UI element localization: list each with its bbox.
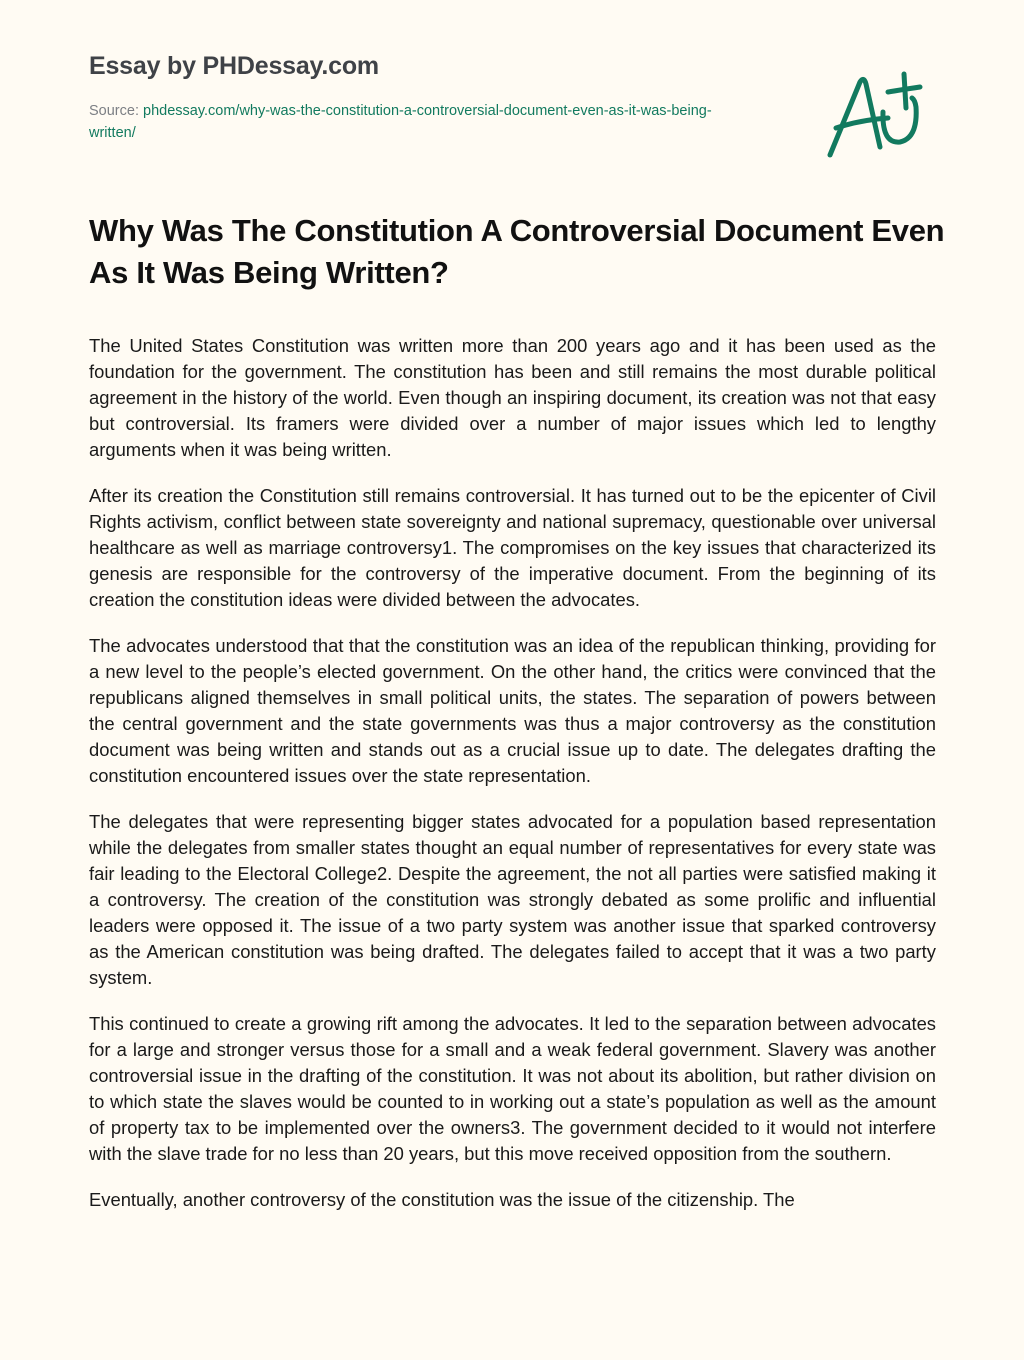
essay-paragraph: After its creation the Constitution still remains controversial. It has turned out to be the epicenter of Civil Rights activism, conflict between state sovereignty and national supremacy, questionable over universal healthcare as well as marriage controversy1. The compromises on the key issues that characterized its genesis are responsible for the controversy of the imperative document. From the beginning of its creation the constitution ideas were divided between the advocates. (89, 485, 936, 610)
source-link[interactable]: phdessay.com/why-was-the-constitution-a-controversial-document-even-as-it-was-being-written/ (89, 103, 712, 141)
essay-paragraph: The delegates that were representing bigger states advocated for a population based representation while the delegates from smaller states thought an equal number of representatives for every state was fair leading to the Electoral College2. Despite the agreement, the not all parties were satisfied making it a controversy. The creation of the constitution was strongly debated as some prolific and influential leaders were opposed it. The issue of a two party system was another issue that sparked controversy as the American constitution was being drafted. The delegates failed to accept that it was a two party system. (89, 811, 936, 988)
a-plus-grade-icon (820, 62, 930, 162)
essay-paragraph: Eventually, another controversy of the constitution was the issue of the citizenship. The (89, 1189, 795, 1210)
page-header (89, 50, 789, 144)
source-line (89, 100, 749, 144)
essay-body (89, 333, 936, 1233)
essay-paragraph: The advocates understood that that the constitution was an idea of the republican thinking, providing for a new level to the people’s elected government. On the other hand, the critics were convinced that the republicans aligned themselves in small political units, the states. The separation of powers between the central government and the state governments was thus a major controversy as the constitution document was being written and stands out as a crucial issue up to date. The delegates drafting the constitution encountered issues over the state representation. (89, 635, 936, 786)
source-label: Source: (89, 103, 143, 119)
essay-paragraph: The United States Constitution was written more than 200 years ago and it has been used as the foundation for the government. The constitution has been and still remains the most durable political agreement in the history of the world. Even though an inspiring document, its creation was not that easy but controversial. Its framers were divided over a number of major issues which led to lengthy arguments when it was being written. (89, 335, 936, 460)
essay-title: Why Was The Constitution A Controversial Document Even As It Was Being Written? (89, 213, 945, 290)
site-title: Essay by PHDessay.com (89, 52, 379, 80)
essay-paragraph: This continued to create a growing rift among the advocates. It led to the separation between advocates for a large and stronger versus those for a small and a weak federal government. Slavery was another controversial issue in the drafting of the constitution. It was not about its abolition, but rather division on to which state the slaves would be counted to in working out a state’s population as well as the amount of property tax to be implemented over the owners3. The government decided to it would not interfere with the slave trade for no less than 20 years, but this move received opposition from the southern. (89, 1013, 936, 1164)
